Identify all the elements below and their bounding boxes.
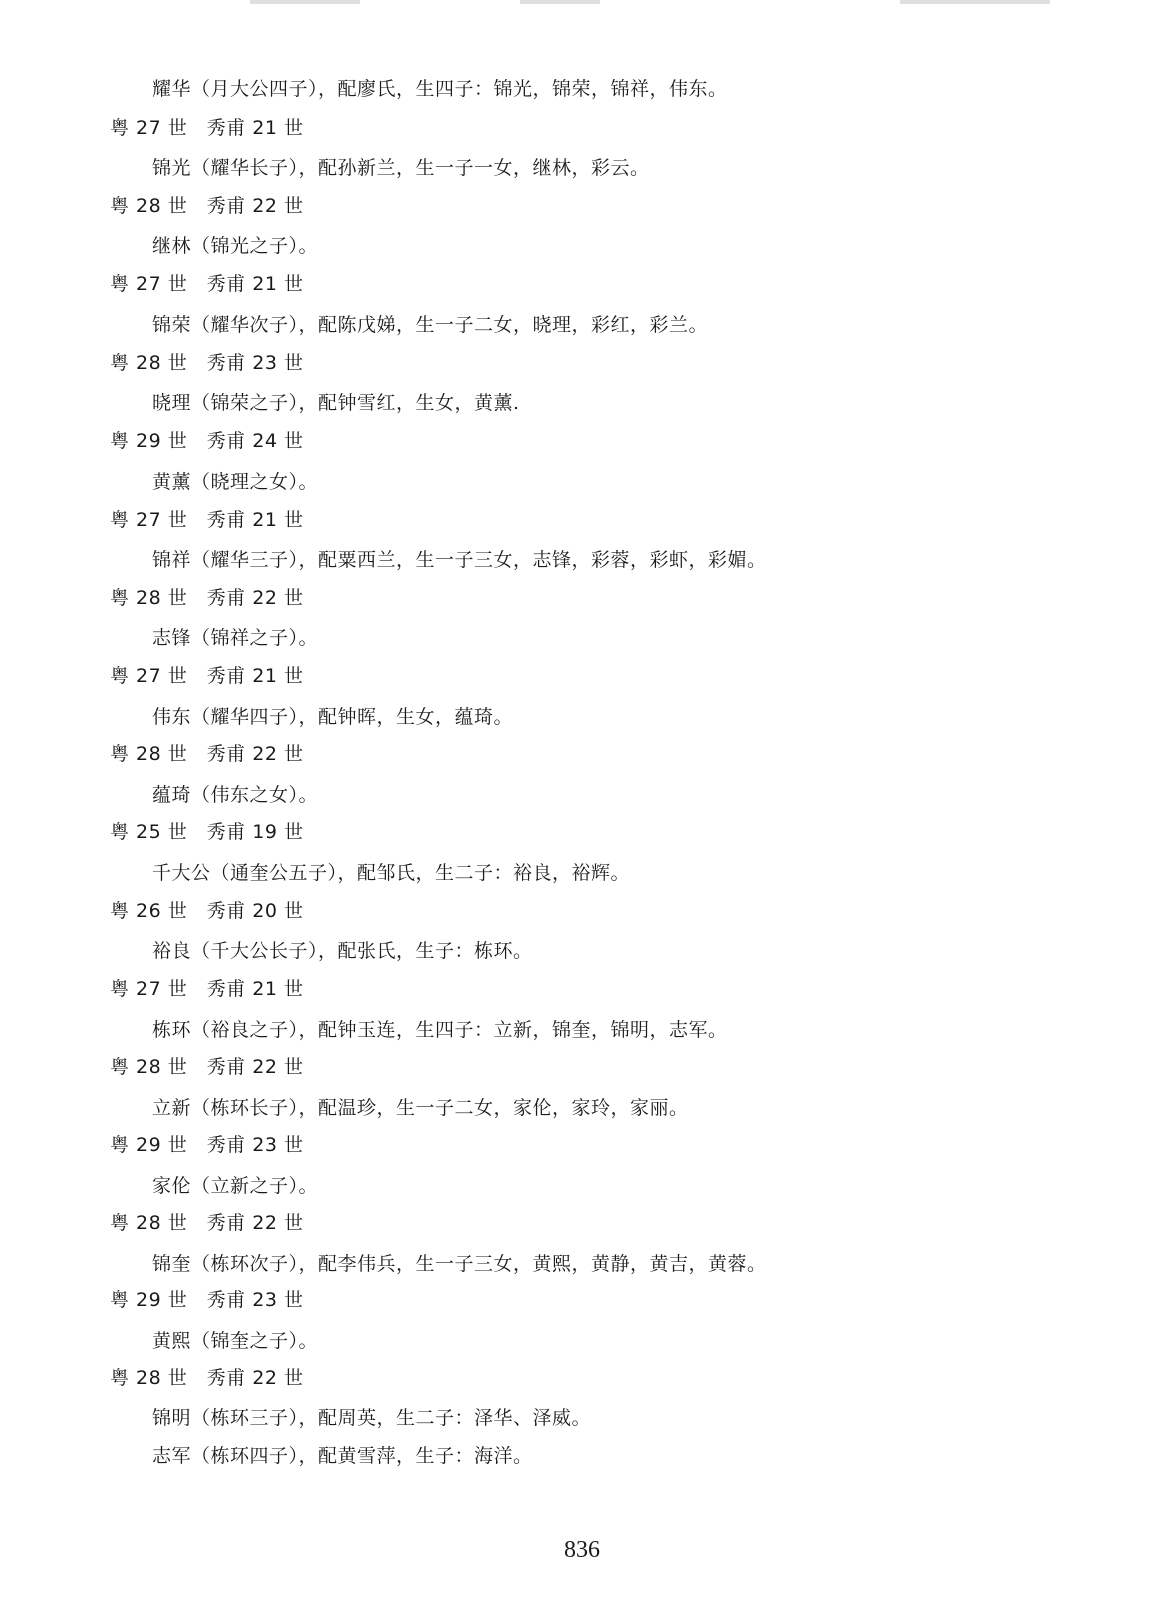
generation-heading: 粤 28 世 秀甫 22 世 <box>110 1367 304 1389</box>
generation-heading: 粤 28 世 秀甫 22 世 <box>110 743 304 765</box>
entry-line: 栋环（裕良之子），配钟玉连，生四子：立新，锦奎，锦明，志军。 <box>152 1019 728 1041</box>
entry-line: 伟东（耀华四子），配钟晖，生女，蕴琦。 <box>152 706 514 728</box>
generation-heading: 粤 27 世 秀甫 21 世 <box>110 978 304 1000</box>
generation-heading: 粤 25 世 秀甫 19 世 <box>110 821 304 843</box>
entry-line: 蕴琦（伟东之女）。 <box>152 784 319 806</box>
generation-heading: 粤 29 世 秀甫 23 世 <box>110 1134 304 1156</box>
generation-heading: 粤 27 世 秀甫 21 世 <box>110 509 304 531</box>
entry-line: 锦荣（耀华次子），配陈戊娣，生一子二女，晓理，彩红，彩兰。 <box>152 314 709 336</box>
entry-line: 家伦（立新之子）。 <box>152 1175 319 1197</box>
entry-line: 黄熙（锦奎之子）。 <box>152 1330 319 1352</box>
scan-edge-mark <box>900 0 1050 4</box>
entry-line: 继林（锦光之子）。 <box>152 235 319 257</box>
generation-heading: 粤 27 世 秀甫 21 世 <box>110 273 304 295</box>
page-number: 836 <box>564 1537 600 1563</box>
entry-line: 裕良（千大公长子），配张氏，生子：栋环。 <box>152 940 533 962</box>
entry-line: 锦光（耀华长子），配孙新兰，生一子一女，继林，彩云。 <box>152 157 650 179</box>
entry-line: 志军（栋环四子），配黄雪萍，生子：海洋。 <box>152 1445 533 1467</box>
entry-line: 锦祥（耀华三子），配粟西兰，生一子三女，志锋，彩蓉，彩虾，彩媚。 <box>152 549 767 571</box>
generation-heading: 粤 28 世 秀甫 22 世 <box>110 1212 304 1234</box>
entry-line: 千大公（通奎公五子），配邹氏，生二子：裕良，裕辉。 <box>152 862 631 884</box>
entry-line: 立新（栋环长子），配温珍，生一子二女，家伦，家玲，家丽。 <box>152 1097 689 1119</box>
scan-edge-mark <box>520 0 600 4</box>
generation-heading: 粤 28 世 秀甫 22 世 <box>110 195 304 217</box>
entry-line: 锦奎（栋环次子），配李伟兵，生一子三女，黄熙，黄静，黄吉，黄蓉。 <box>152 1253 767 1275</box>
generation-heading: 粤 28 世 秀甫 22 世 <box>110 1056 304 1078</box>
generation-heading: 粤 27 世 秀甫 21 世 <box>110 117 304 139</box>
entry-line: 黄薰（晓理之女）。 <box>152 471 319 493</box>
entry-line: 耀华（月大公四子），配廖氏，生四子：锦光，锦荣，锦祥，伟东。 <box>152 78 728 100</box>
generation-heading: 粤 29 世 秀甫 23 世 <box>110 1289 304 1311</box>
entry-line: 锦明（栋环三子），配周英，生二子：泽华、泽威。 <box>152 1407 592 1429</box>
generation-heading: 粤 29 世 秀甫 24 世 <box>110 430 304 452</box>
generation-heading: 粤 26 世 秀甫 20 世 <box>110 900 304 922</box>
entry-line: 晓理（锦荣之子），配钟雪红，生女，黄薰. <box>152 392 520 414</box>
generation-heading: 粤 28 世 秀甫 22 世 <box>110 587 304 609</box>
generation-heading: 粤 28 世 秀甫 23 世 <box>110 352 304 374</box>
scan-edge-mark <box>250 0 360 4</box>
entry-line: 志锋（锦祥之子）。 <box>152 627 319 649</box>
generation-heading: 粤 27 世 秀甫 21 世 <box>110 665 304 687</box>
